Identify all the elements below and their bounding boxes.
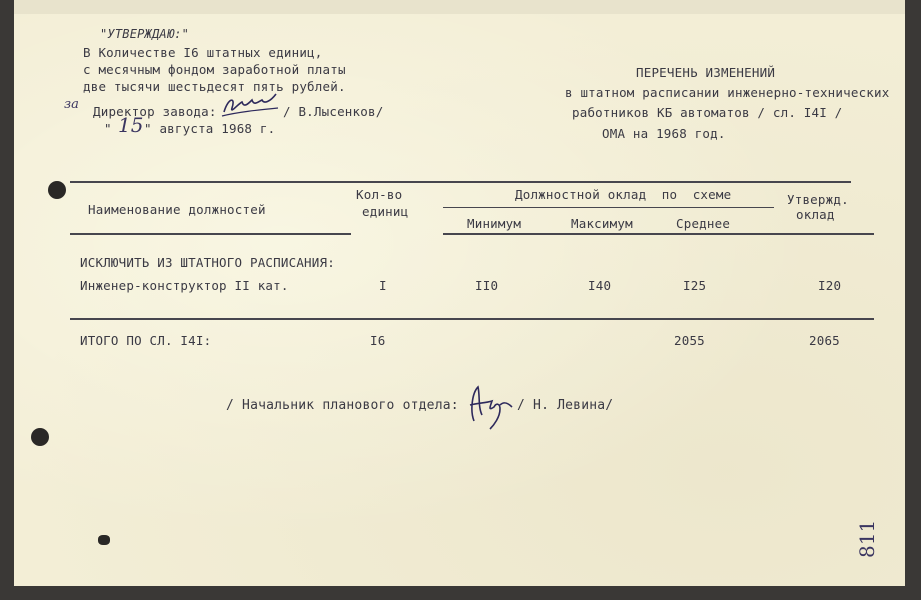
header-avg: Среднее bbox=[676, 216, 731, 231]
header-bottom-rule-left bbox=[70, 233, 351, 235]
date-rest: " августа 1968 г. bbox=[144, 121, 276, 136]
planning-head-signature bbox=[460, 381, 518, 433]
header-units-2: единиц bbox=[362, 204, 409, 219]
row-position: Инженер-конструктор II кат. bbox=[80, 278, 289, 293]
approval-line-2: с месячным фондом заработной платы bbox=[83, 62, 346, 77]
header-salary-group: Должностной оклад по схеме bbox=[515, 187, 732, 202]
document-title-line-2: в штатном расписании инженерно-технических bbox=[565, 85, 890, 100]
approval-line-3: две тысячи шестьдесят пять рублей. bbox=[83, 79, 346, 94]
row-avg: I25 bbox=[683, 278, 707, 293]
header-position: Наименование должностей bbox=[88, 202, 266, 217]
approval-line-1: В Количестве I6 штатных единиц, bbox=[83, 45, 323, 60]
header-units-1: Кол-во bbox=[356, 187, 403, 202]
document-title-line-4: ОМА на 1968 год. bbox=[602, 126, 726, 141]
section-label: ИСКЛЮЧИТЬ ИЗ ШТАТНОГО РАСПИСАНИЯ: bbox=[80, 255, 335, 270]
row-approved: I20 bbox=[818, 278, 842, 293]
table-top-rule bbox=[70, 181, 851, 183]
ink-blot bbox=[98, 535, 110, 545]
header-bottom-rule-right bbox=[443, 233, 874, 235]
director-name: / В.Лысенков/ bbox=[283, 104, 384, 119]
row-max: I40 bbox=[588, 278, 612, 293]
date-day-handwritten: 15 bbox=[118, 113, 144, 137]
salary-group-rule bbox=[443, 207, 774, 208]
date-quote-open: " bbox=[104, 121, 112, 136]
total-avg: 2055 bbox=[674, 333, 705, 348]
total-label: ИТОГО ПО СЛ. I4I: bbox=[80, 333, 212, 348]
header-min: Минимум bbox=[467, 216, 522, 231]
signature-name: / Н. Левина/ bbox=[517, 398, 614, 413]
director-signature bbox=[218, 90, 282, 120]
approval-header: "УТВЕРЖДАЮ:" bbox=[100, 27, 190, 41]
previous-page-edge bbox=[14, 0, 905, 14]
page-number-handwritten: 811 bbox=[855, 519, 879, 558]
punch-hole-top bbox=[48, 181, 66, 199]
document-title: ПЕРЕЧЕНЬ ИЗМЕНЕНИЙ bbox=[636, 65, 776, 80]
total-approved: 2065 bbox=[809, 333, 840, 348]
row-units: I bbox=[379, 278, 387, 293]
body-bottom-rule bbox=[70, 318, 874, 320]
punch-hole-bottom bbox=[31, 428, 49, 446]
header-approved-2: оклад bbox=[796, 207, 835, 222]
signature-label: / Начальник планового отдела: bbox=[226, 398, 459, 413]
director-handwritten-note: за bbox=[64, 97, 79, 112]
row-min: II0 bbox=[475, 278, 499, 293]
total-units: I6 bbox=[370, 333, 386, 348]
header-approved-1: Утвержд. bbox=[787, 192, 849, 207]
director-label: Директор завода: bbox=[93, 104, 217, 119]
header-max: Максимум bbox=[571, 216, 633, 231]
document-title-line-3: работников КБ автоматов / сл. I4I / bbox=[572, 105, 843, 120]
